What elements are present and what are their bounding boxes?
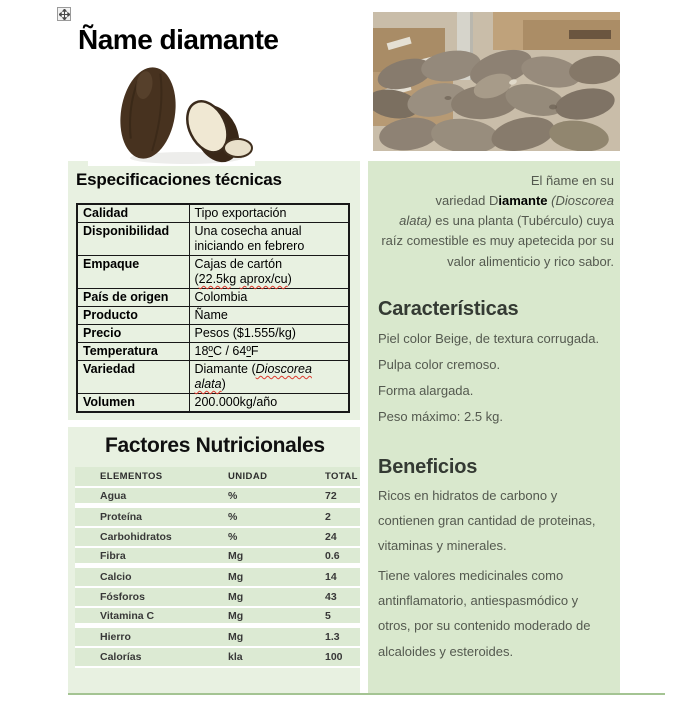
beneficios-paragraph: Ricos en hidratos de carbono y contienen gran cantidad de proteinas, vitaminas y minerales. bbox=[378, 487, 596, 554]
caracteristica-item: Piel color Beige, de textura corrugada. bbox=[378, 330, 600, 346]
nutrition-total: 0.6 bbox=[325, 549, 340, 562]
move-icon bbox=[59, 9, 70, 20]
nutrition-col-elementos: ELEMENTOS bbox=[100, 471, 163, 482]
nutrition-total: 100 bbox=[325, 651, 343, 663]
nutrition-row bbox=[75, 568, 360, 588]
nutrition-row bbox=[75, 628, 360, 648]
nutrition-element: Calcio bbox=[100, 571, 132, 583]
nutrition-total: 24 bbox=[325, 531, 337, 543]
nutrition-unit: % bbox=[228, 531, 238, 543]
spec-row bbox=[77, 361, 349, 394]
nutrition-rows bbox=[75, 488, 360, 668]
nutrition-unit: Mg bbox=[228, 591, 244, 603]
nutrition-element: Hierro bbox=[100, 631, 131, 643]
spec-label: Precio bbox=[77, 325, 189, 343]
spec-row bbox=[77, 307, 349, 325]
spec-label: Disponibilidad bbox=[77, 223, 189, 256]
nutrition-header-row bbox=[75, 467, 360, 488]
caracteristica-item: Peso máximo: 2.5 kg. bbox=[378, 409, 503, 425]
nutrition-element: Fósforos bbox=[100, 591, 145, 603]
nutrition-row bbox=[75, 528, 360, 548]
spec-row bbox=[77, 343, 349, 361]
spec-value: Diamante (Dioscorea alata) bbox=[189, 361, 349, 394]
specifications-table bbox=[76, 203, 350, 413]
specifications-panel bbox=[68, 161, 360, 420]
nutrition-row bbox=[75, 648, 360, 668]
spec-value: Ñame bbox=[189, 307, 349, 325]
spec-row bbox=[77, 204, 349, 223]
nutrition-element: Fibra bbox=[100, 549, 126, 562]
spec-label: Empaque bbox=[77, 256, 189, 289]
spec-label: Variedad bbox=[77, 361, 189, 394]
nutrition-element: Calorías bbox=[100, 651, 142, 663]
spec-label: País de origen bbox=[77, 289, 189, 307]
nutrition-total: 2 bbox=[325, 511, 331, 523]
nutrition-total: 43 bbox=[325, 591, 337, 603]
nutrition-total: 72 bbox=[325, 489, 337, 502]
nutrition-element: Vitamina C bbox=[100, 609, 155, 622]
spec-value: Cajas de cartón (22.5kg aprox/cu) bbox=[189, 256, 349, 289]
table-move-handle[interactable] bbox=[57, 7, 71, 21]
description-panel bbox=[368, 161, 620, 693]
nutrition-row bbox=[75, 488, 360, 508]
nutrition-unit: % bbox=[228, 511, 238, 523]
specifications-heading: Especificaciones técnicas bbox=[76, 170, 282, 189]
spec-value: Una cosecha anual iniciando en febrero bbox=[189, 223, 349, 256]
beneficios-heading: Beneficios bbox=[378, 455, 478, 478]
spec-value: 200.000kg/año bbox=[189, 394, 349, 413]
nutrition-row bbox=[75, 548, 360, 568]
beneficios-paragraph: Tiene valores medicinales como antinflamatorio, antiespasmódico y otros, por su contenido moderado de alcaloides y esteroides. bbox=[378, 567, 591, 659]
spec-row bbox=[77, 325, 349, 343]
spec-value: 18ºC / 64ºF bbox=[189, 343, 349, 361]
nutrition-row bbox=[75, 508, 360, 528]
caracteristicas-heading: Características bbox=[378, 297, 519, 320]
spec-row bbox=[77, 394, 349, 413]
bottom-border-rule bbox=[68, 693, 665, 695]
spec-row bbox=[77, 256, 349, 289]
nutrition-total: 5 bbox=[325, 609, 331, 622]
intro-paragraph: El ñame en su variedad Diamante (Dioscorea alata) es una planta (Tubérculo) cuya raíz comestible es muy apetecida por su valor alimenticio y rico sabor. bbox=[381, 173, 614, 269]
spec-value: Colombia bbox=[189, 289, 349, 307]
caracteristica-item: Forma alargada. bbox=[378, 383, 474, 399]
spec-row bbox=[77, 223, 349, 256]
nutrition-row bbox=[75, 608, 360, 628]
spec-label: Calidad bbox=[77, 204, 189, 223]
nutrition-col-unidad: UNIDAD bbox=[228, 471, 268, 482]
caracteristicas-list bbox=[378, 331, 614, 426]
nutrition-row bbox=[75, 588, 360, 608]
nutrition-unit: % bbox=[228, 489, 238, 502]
nutrition-heading: Factores Nutricionales bbox=[105, 434, 325, 457]
spec-label: Temperatura bbox=[77, 343, 189, 361]
nutrition-unit: Mg bbox=[228, 549, 244, 562]
nutrition-panel bbox=[68, 427, 360, 693]
spec-label: Volumen bbox=[77, 394, 189, 413]
spec-value: Tipo exportación bbox=[189, 204, 349, 223]
page-title: Ñame diamante bbox=[78, 24, 279, 55]
nutrition-unit: kla bbox=[228, 651, 243, 663]
yam-warehouse-photo bbox=[373, 12, 620, 151]
nutrition-element: Proteína bbox=[100, 511, 143, 523]
spec-value: Pesos ($1.555/kg) bbox=[189, 325, 349, 343]
nutrition-unit: Mg bbox=[228, 609, 244, 622]
spec-label: Producto bbox=[77, 307, 189, 325]
nutrition-col-total: TOTAL bbox=[325, 471, 358, 482]
nutrition-total: 1.3 bbox=[325, 631, 340, 643]
nutrition-total: 14 bbox=[325, 571, 337, 583]
spec-row bbox=[77, 289, 349, 307]
nutrition-element: Carbohidratos bbox=[100, 531, 172, 543]
beneficios-text bbox=[378, 483, 614, 664]
nutrition-unit: Mg bbox=[228, 571, 244, 583]
nutrition-table bbox=[75, 467, 360, 668]
yam-product-image bbox=[88, 58, 255, 166]
caracteristica-item: Pulpa color cremoso. bbox=[378, 356, 501, 372]
nutrition-unit: Mg bbox=[228, 631, 244, 643]
nutrition-element: Agua bbox=[100, 489, 127, 502]
